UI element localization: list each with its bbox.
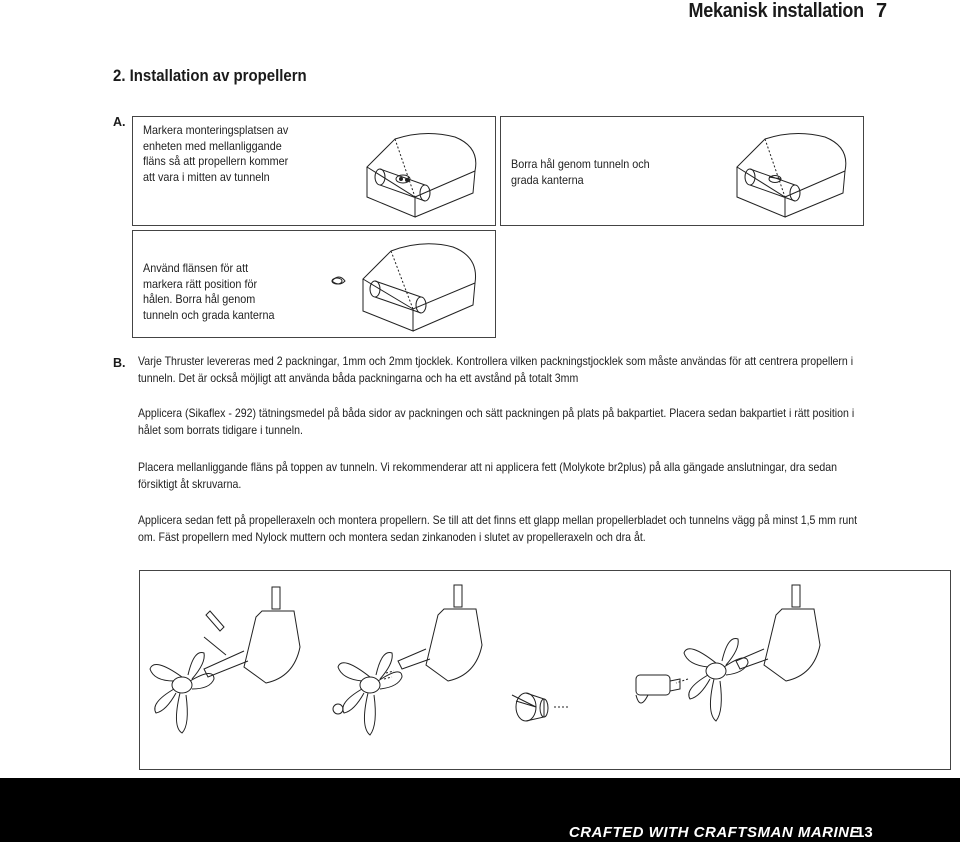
step-b-paragraph-3: Placera mellanliggande fläns på toppen av tunneln. Vi rekommenderar att ni applicera fett (Molykote br2plus) på alla gängade anslutningar, dra sedan försiktigt åt skruvarna. bbox=[138, 460, 837, 491]
footer-page-number: 13 bbox=[856, 824, 873, 841]
panel-drill-hole-text: Borra hål genom tunneln och grada kanterna bbox=[511, 157, 650, 187]
hull-tunnel-drilled-illustration bbox=[725, 127, 865, 221]
hull-tunnel-marking-illustration bbox=[355, 127, 495, 221]
hull-flange-drill-illustration bbox=[329, 237, 495, 335]
panel-flange-marking bbox=[132, 230, 496, 338]
propeller-assembly-panel bbox=[139, 570, 951, 770]
final-assembly-illustration bbox=[576, 575, 946, 765]
panel-flange-marking-text: Använd flänsen för att markera rätt position för hålen. Borra hål genom tunneln och grada kanterna bbox=[143, 261, 275, 322]
panel-drill-hole bbox=[500, 116, 864, 226]
section-title: 2. Installation av propellern bbox=[113, 66, 307, 85]
panel-mark-position-text: Markera monteringsplatsen av enheten med mellanliggande fläns så att propellern kommer att vara i mitten av tunneln bbox=[143, 123, 289, 184]
step-b-paragraph-1: Varje Thruster levereras med 2 packningar, 1mm och 2mm tjocklek. Kontrollera vilken packningstjocklek som måste användas för att centrera propellern i tunneln. Det är också möjligt att använda båda packningarna och ha ett avstånd på totalt 3mm bbox=[138, 354, 854, 385]
footer-brand: CRAFTED WITH CRAFTSMAN MARINE bbox=[568, 824, 860, 841]
header-page-number: 7 bbox=[876, 0, 888, 22]
step-b-letter: B. bbox=[113, 356, 126, 370]
step-a-letter: A. bbox=[113, 115, 126, 129]
step-b-paragraph-4: Applicera sedan fett på propelleraxeln och montera propellern. Se till att det finns ett glapp mellan propellerbladet och tunnelns vägg på minst 1,5 mm runt om. Fäst propellern med Nylock muttern och montera sedan zinkanoden i slutet av propelleraxeln och dra åt. bbox=[138, 513, 858, 544]
header-title: Mekanisk installation bbox=[688, 0, 864, 22]
panel-mark-position bbox=[132, 116, 496, 226]
step-b-paragraph-2: Applicera (Sikaflex - 292) tätningsmedel på båda sidor av packningen och sätt packningen på plats på bakpartiet. Placera sedan bakpartiet i rätt position i hålet som borrats tidigare i tunneln. bbox=[138, 406, 855, 437]
